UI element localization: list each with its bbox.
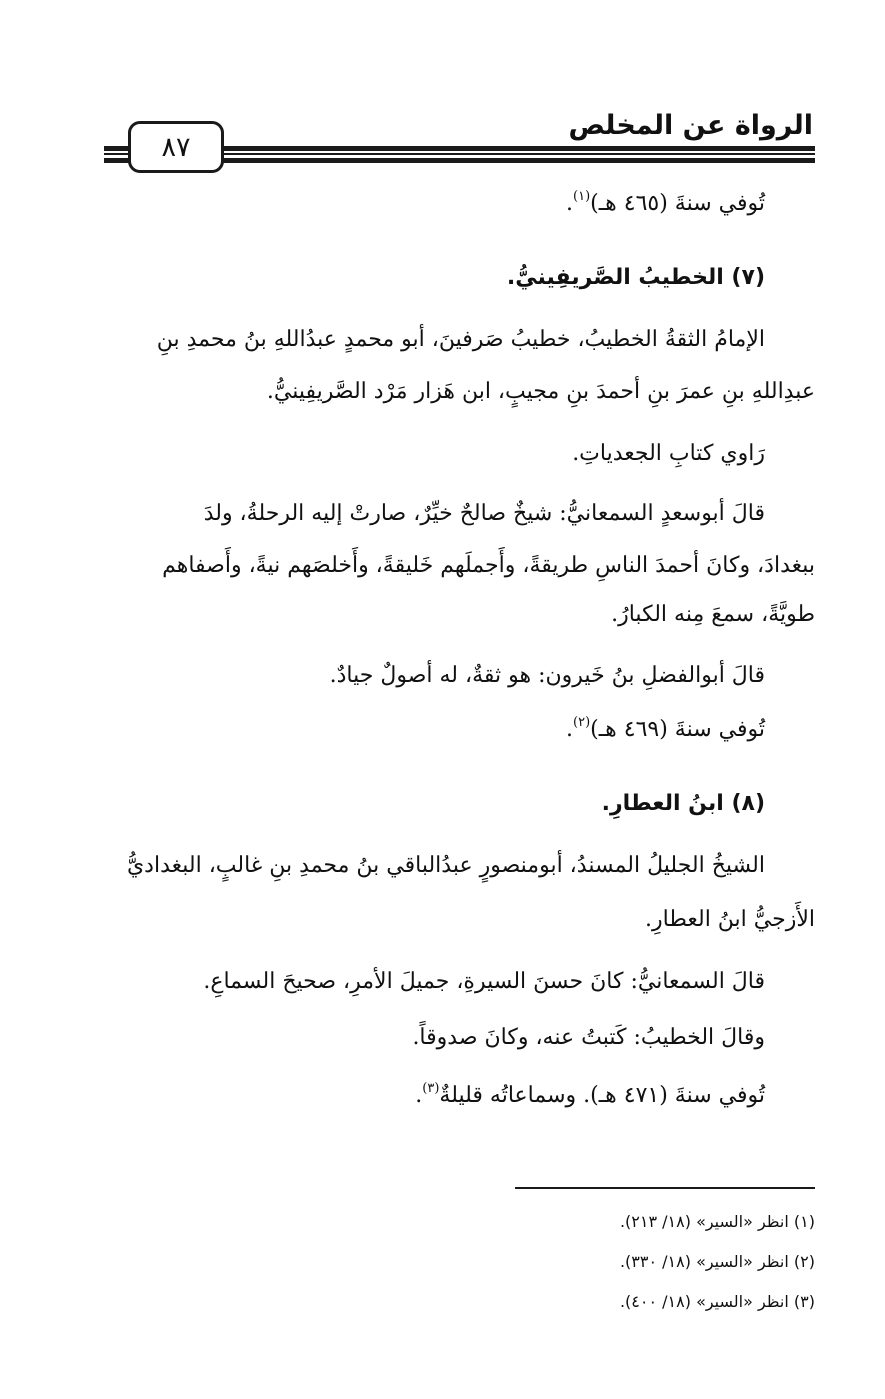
footnote-ref: (١) [573, 189, 591, 204]
footnote-ref: (٢) [573, 715, 591, 730]
text-line: الأَزجيُّ ابنُ العطارِ. [645, 907, 815, 932]
running-header-title: الرواة عن المخلص [568, 110, 813, 141]
entry-heading-7: (٧) الخطيبُ الصَّريفِينيُّ. [506, 265, 765, 290]
entry-heading-8: (٨) ابنُ العطارِ. [601, 791, 765, 816]
text-line: تُوفي سنةَ (٤٦٩ هـ)$^{(٢)}$. [566, 715, 765, 742]
footnote: (١) انظر «السير» (١٨/ ٢١٣). [619, 1212, 815, 1231]
text-line: قالَ أبوسعدٍ السمعانيُّ: شيخٌ صالحٌ خيِّرٌ، صارتْ إليه الرحلةُ، ولدَ [203, 501, 765, 526]
text-line: الشيخُ الجليلُ المسندُ، أبومنصورٍ عبدُالباقي بنُ محمدِ بنِ غالبٍ، البغداديُّ [126, 853, 765, 878]
text-line: قالَ أبوالفضلِ بنُ خَيرون: هو ثقةٌ، له أصولٌ جيادٌ. [329, 663, 765, 688]
text-line: طويَّةً، سمعَ مِنه الكبارُ. [611, 602, 815, 627]
text-line: تُوفي سنةَ (٤٧١ هـ). وسماعاتُه قليلةٌ$^{(٣)}$. [415, 1081, 765, 1108]
text-line: الإمامُ الثقةُ الخطيبُ، خطيبُ صَرفينَ، أبو محمدٍ عبدُاللهِ بنُ محمدِ بنِ [156, 327, 765, 352]
text-line: تُوفي سنةَ (٤٦٥ هـ)$^{(١)}$. [566, 189, 765, 216]
footnote: (٢) انظر «السير» (١٨/ ٣٣٠). [619, 1252, 815, 1271]
text-line: عبدِاللهِ بنِ عمرَ بنِ أحمدَ بنِ مجيبٍ، ابن هَزار مَرْد الصَّريفِينيُّ. [266, 379, 815, 404]
footnote: (٣) انظر «السير» (١٨/ ٤٠٠). [619, 1292, 815, 1311]
footnote-separator [515, 1187, 815, 1189]
text-line: وقالَ الخطيبُ: كَتبتُ عنه، وكانَ صدوقاً. [412, 1025, 765, 1050]
page-number-box [128, 121, 224, 173]
text-line: رَاوي كتابِ الجعدياتِ. [572, 441, 765, 466]
text-line: قالَ السمعانيُّ: كانَ حسنَ السيرةِ، جميلَ الأمرِ، صحيحَ السماعِ. [203, 969, 765, 994]
footnote-ref: (٣) [422, 1081, 440, 1096]
page-number: ٨٧ [161, 131, 191, 163]
text-line: ببغدادَ، وكانَ أحمدَ الناسِ طريقةً، وأَجملَهم خَليقةً، وأَخلصَهم نيةً، وأَصفاهم [162, 553, 815, 578]
